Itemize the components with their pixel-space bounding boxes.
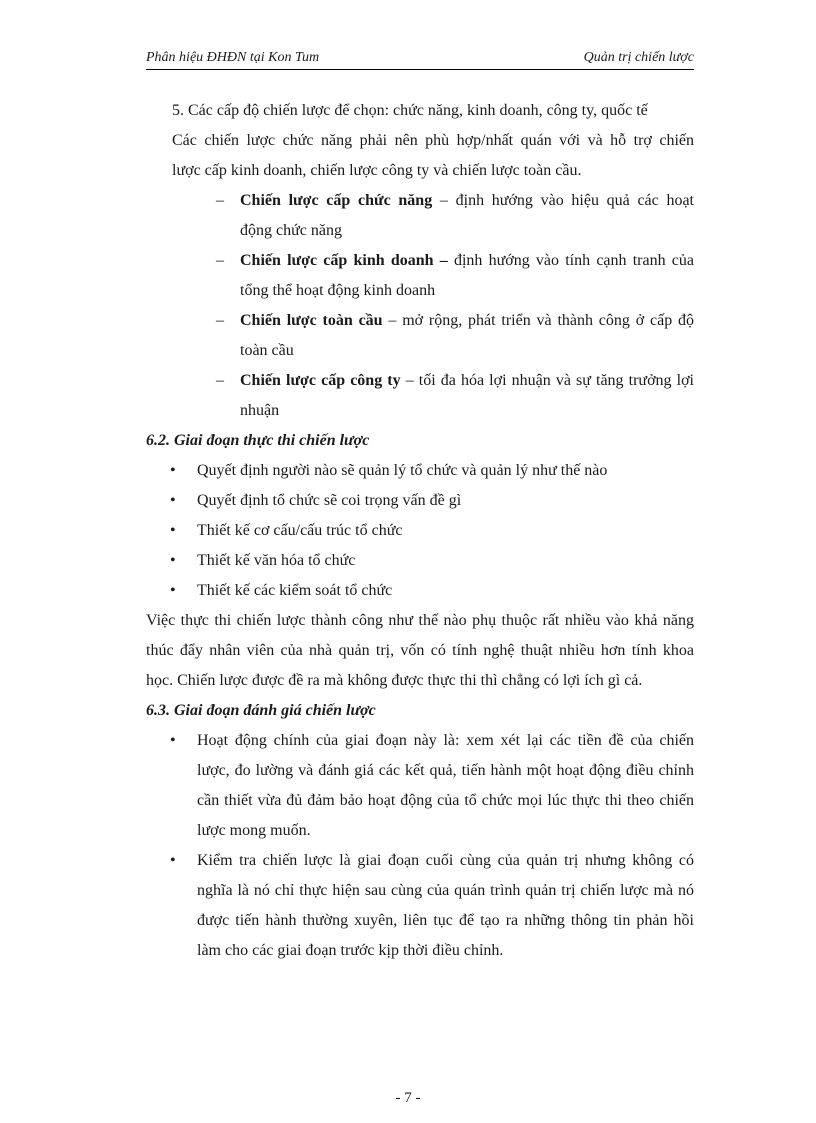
dash-mark: –: [216, 192, 224, 209]
paragraph-line: lược cấp kinh doanh, chiến lược công ty và chiến lược toàn cầu.: [172, 162, 582, 179]
paragraph-line: Các chiến lược chức năng phải nên phù hợp/nhất quán với và hỗ trợ chiến: [172, 132, 694, 149]
dash-mark: –: [216, 252, 224, 269]
bullet-list-item: [146, 456, 694, 486]
dash-list-continuation: nhuận: [240, 402, 280, 419]
bullet-continuation: được tiến hành thường xuyên, liên tục để tạo ra những thông tin phản hồi: [197, 912, 694, 929]
bullet-mark: •: [170, 522, 176, 539]
bullet-list-item: [146, 726, 694, 756]
bullet-mark: •: [170, 462, 176, 479]
dash-list-item: [146, 186, 694, 216]
bullet-text: Thiết kế văn hóa tổ chức: [197, 552, 356, 569]
bullet-list-item: [146, 546, 694, 576]
dash-mark: –: [216, 372, 224, 389]
dash-list-continuation: tổng thể hoạt động kinh doanh: [240, 282, 436, 299]
page-header: [146, 50, 694, 70]
bullet-text: Thiết kế cơ cấu/cấu trúc tổ chức: [197, 522, 403, 539]
term-bold: Chiến lược cấp chức năng: [240, 192, 433, 209]
section-heading-6-3: 6.3. Giai đoạn đánh giá chiến lược: [146, 702, 376, 719]
dash-list-item: [146, 306, 694, 336]
term-bold: Chiến lược cấp công ty: [240, 372, 401, 389]
bullet-mark: •: [170, 732, 176, 749]
header-subject: Quản trị chiến lược: [583, 50, 694, 65]
bullet-continuation: lược, đo lường và đánh giá các kết quả, tiến hành một hoạt động điều chỉnh: [197, 762, 694, 779]
dash-list-continuation: động chức năng: [240, 222, 342, 239]
bullet-mark: •: [170, 852, 176, 869]
bullet-text: Hoạt động chính của giai đoạn này là: xem xét lại các tiền đề của chiến: [197, 732, 694, 749]
page-content: [146, 96, 694, 966]
numbered-item-5: 5. Các cấp độ chiến lược để chọn: chức năng, kinh doanh, công ty, quốc tế: [172, 102, 648, 119]
section-heading-6-2: 6.2. Giai đoạn thực thi chiến lược: [146, 432, 370, 449]
term-definition: – tối đa hóa lợi nhuận và sự tăng trưởng lợi: [400, 372, 694, 389]
bullet-text: Quyết định tổ chức sẽ coi trọng vấn đề gì: [197, 492, 462, 509]
page-number: - 7 -: [395, 1090, 421, 1106]
bullet-mark: •: [170, 492, 176, 509]
term-definition: định hướng vào tính cạnh tranh của: [447, 252, 694, 269]
dash-list-continuation: toàn cầu: [240, 342, 294, 359]
bullet-continuation: cần thiết vừa đủ đảm bảo hoạt động của tổ chức mọi lúc thực thi theo chiến: [197, 792, 694, 809]
paragraph-line: học. Chiến lược được đề ra mà không được thực thi thì chẳng có lợi ích gì cả.: [146, 672, 643, 689]
bullet-continuation: làm cho các giai đoạn trước kịp thời điều chỉnh.: [197, 942, 504, 959]
term-definition: – định hướng vào hiệu quả các hoạt: [432, 192, 695, 209]
bullet-list-item: [146, 516, 694, 546]
term-bold: Chiến lược cấp kinh doanh –: [240, 252, 448, 269]
bullet-text: Thiết kế các kiểm soát tổ chức: [197, 582, 393, 599]
paragraph-line: Việc thực thi chiến lược thành công như thế nào phụ thuộc rất nhiều vào khả năng: [146, 612, 694, 629]
term-bold: Chiến lược toàn cầu: [240, 312, 383, 329]
paragraph-line: thúc đẩy nhân viên của nhà quản trị, vốn có tính nghệ thuật nhiều hơn tính khoa: [146, 642, 694, 659]
bullet-continuation: nghĩa là nó chỉ thực hiện sau cùng của quán trình quản trị chiến lược mà nó: [197, 882, 694, 899]
dash-list-item: [146, 366, 694, 396]
bullet-list-item: [146, 576, 694, 606]
bullet-mark: •: [170, 582, 176, 599]
dash-mark: –: [216, 312, 224, 329]
dash-list-item: [146, 246, 694, 276]
bullet-mark: •: [170, 552, 176, 569]
header-institution: Phân hiệu ĐHĐN tại Kon Tum: [146, 50, 320, 65]
bullet-list-item: [146, 486, 694, 516]
term-definition: – mở rộng, phát triển và thành công ở cấp độ: [382, 312, 695, 329]
bullet-text: Kiểm tra chiến lược là giai đoạn cuối cùng của quản trị nhưng không có: [197, 852, 694, 869]
bullet-list-item: [146, 846, 694, 876]
bullet-text: Quyết định người nào sẽ quản lý tổ chức và quản lý như thế nào: [197, 462, 608, 479]
bullet-continuation: lược mong muốn.: [197, 822, 311, 839]
